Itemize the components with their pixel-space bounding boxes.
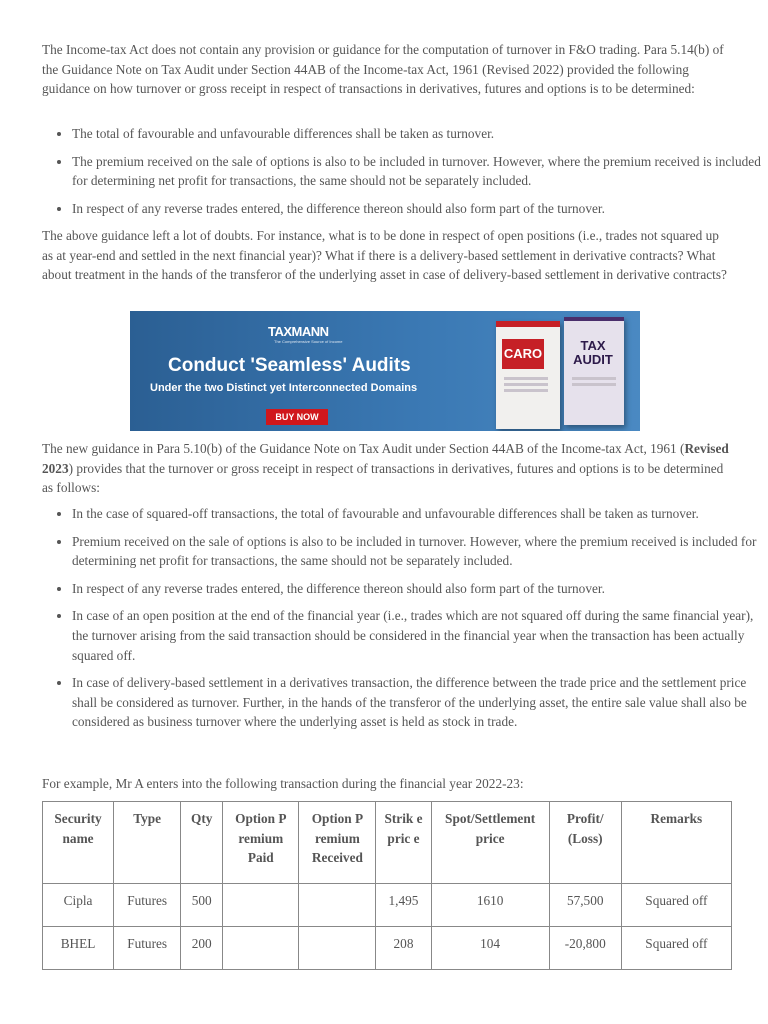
transaction-table <box>42 801 732 970</box>
banner-headline: Conduct 'Seamless' Audits <box>168 355 411 376</box>
col-remarks: Remarks <box>621 802 731 884</box>
cell: 1,495 <box>376 884 431 927</box>
col-option-premium-received: Option P remium Received <box>299 802 376 884</box>
cell: BHEL <box>43 927 114 970</box>
cell: 500 <box>181 884 223 927</box>
cell: 104 <box>431 927 549 970</box>
tax-audit-book-image <box>564 317 624 425</box>
col-security-name: Security name <box>43 802 114 884</box>
cell: Cipla <box>43 884 114 927</box>
list-item: • In case of delivery-based settlement in a derivatives transaction, the difference between the trade price and the settlement price shall be considered as turnover. Further, in the hands of the transferor of the underlying asset, the entire sale value shall also be considered as business turnover where the underlying asset is held as stock in trade. <box>72 673 762 732</box>
cell: Squared off <box>621 927 731 970</box>
cell: 200 <box>181 927 223 970</box>
taxmann-logo: TAXMANN <box>268 324 329 339</box>
col-spot-settlement-price: Spot/Settlement price <box>431 802 549 884</box>
col-strike-price: Strik e pric e <box>376 802 431 884</box>
revised-2023-bold: Revised 2023 <box>42 441 729 476</box>
col-option-premium-paid: Option P remium Paid <box>223 802 299 884</box>
cell: Futures <box>114 884 181 927</box>
list-item: • In the case of squared-off transactions, the total of favourable and unfavourable differences shall be taken as turnover. <box>72 504 762 524</box>
logo-tagline: The Comprehensive Source of Income <box>274 339 343 344</box>
cell <box>299 927 376 970</box>
list-item: • In respect of any reverse trades entered, the difference thereon should also form part of the turnover. <box>72 199 762 219</box>
list-item: • The premium received on the sale of options is also to be included in turnover. However, where the premium received is included for determining net profit for transactions, the same should not be separately included. <box>72 152 762 191</box>
banner-subline: Under the two Distinct yet Interconnected Domains <box>150 382 418 394</box>
list-item: • Premium received on the sale of options is also to be included in turnover. However, where the premium received is included for determining net profit for transactions, the same should not be separately included. <box>72 532 762 571</box>
buy-now-button[interactable]: BUY NOW <box>266 409 328 425</box>
cell <box>223 884 299 927</box>
list-item: • In case of an open position at the end of the financial year (i.e., trades which are not squared off during the same financial year), the turnover arising from the said transaction should be considered in the financial year when the transaction has been actually squared off. <box>72 606 762 665</box>
book-title: CARO <box>502 339 544 369</box>
example-intro: For example, Mr A enters into the following transaction during the financial year 2022-23: <box>42 776 524 791</box>
caro-book-image <box>496 321 560 429</box>
table-header-row <box>43 802 732 884</box>
taxmann-ad-banner[interactable] <box>130 311 640 431</box>
doubts-paragraph: The above guidance left a lot of doubts. For instance, what is to be done in respect of open positions (i.e., trades not squared up as at year-end and settled in the next financial year)? What if there is a delivery-based settlement in derivative contracts? What about treatment in the hands of the transferor of the underlying asset in case of delivery-based settlement in derivative contracts? <box>42 228 727 283</box>
cell: 208 <box>376 927 431 970</box>
list-item: • The total of favourable and unfavourable differences shall be taken as turnover. <box>72 124 762 144</box>
old-guidance-list <box>42 124 762 226</box>
cell: Futures <box>114 927 181 970</box>
intro-paragraph: The Income-tax Act does not contain any provision or guidance for the computation of turnover in F&O trading. Para 5.14(b) of the Guidance Note on Tax Audit under Section 44AB of the Income-tax Act, 1961 (Revised 2022) provided the following guidance on how turnover or gross receipt in respect of transactions in derivatives, futures and options is to be determined: <box>42 42 724 97</box>
new-guidance-paragraph: The new guidance in Para 5.10(b) of the Guidance Note on Tax Audit under Section 44AB of the Income-tax Act, 1961 (Revised 2023) provides that the turnover or gross receipt in respect of transactions in derivatives, futures and options is to be determined as follows: <box>42 441 729 496</box>
col-type: Type <box>114 802 181 884</box>
cell: 57,500 <box>549 884 621 927</box>
table-row <box>43 927 732 970</box>
book-title: TAX AUDIT <box>573 338 613 367</box>
cell <box>299 884 376 927</box>
cell: -20,800 <box>549 927 621 970</box>
col-profit-loss: Profit/ (Loss) <box>549 802 621 884</box>
table-row <box>43 884 732 927</box>
new-guidance-list <box>42 504 762 740</box>
list-item: • In respect of any reverse trades entered, the difference thereon should also form part of the turnover. <box>72 579 762 599</box>
cell: 1610 <box>431 884 549 927</box>
col-qty: Qty <box>181 802 223 884</box>
cell <box>223 927 299 970</box>
cell: Squared off <box>621 884 731 927</box>
